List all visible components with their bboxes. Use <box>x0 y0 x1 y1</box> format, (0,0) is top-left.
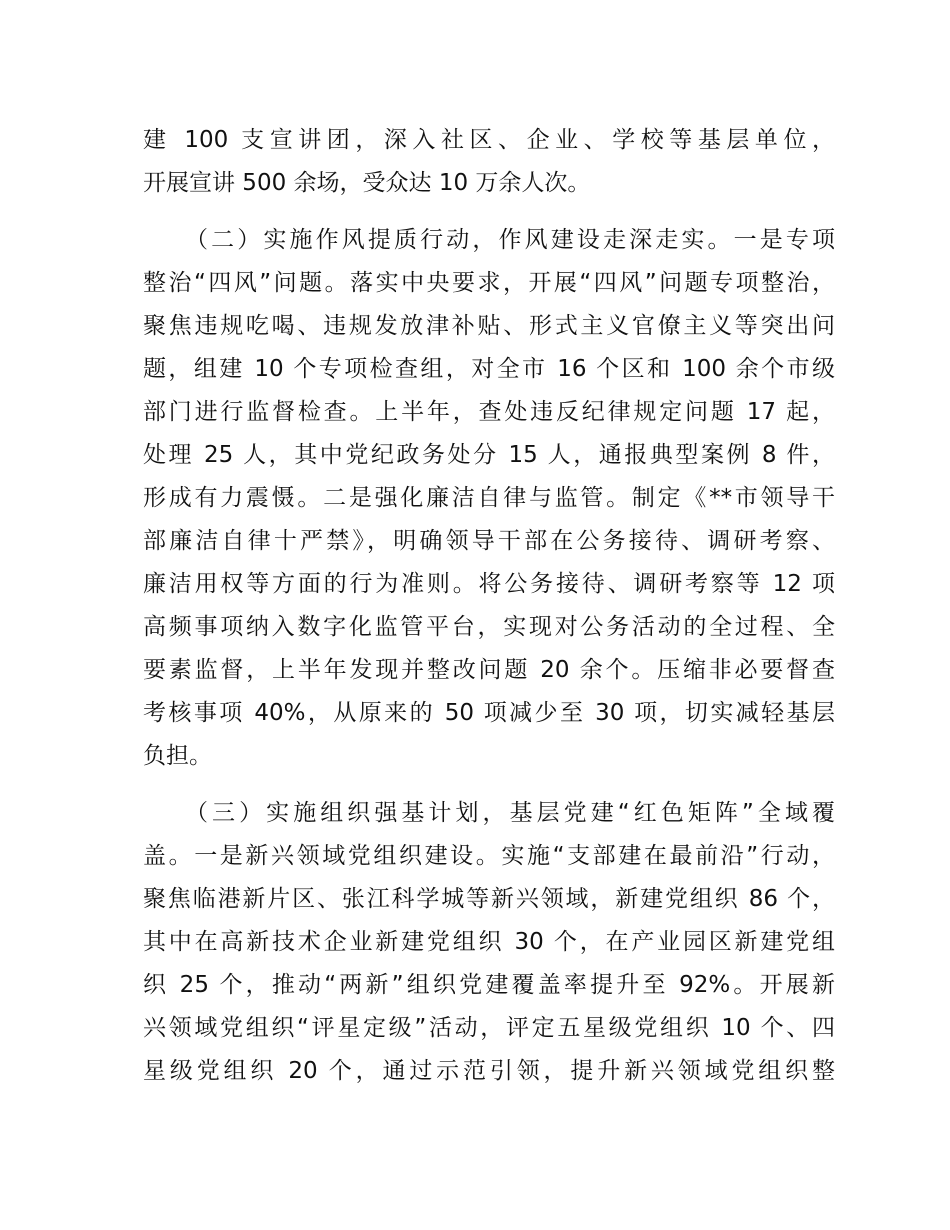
text-line: （二）实施作风提质行动，作风建设走深走实。一是专项 <box>185 227 835 253</box>
text-line: 要素监督，上半年发现并整改问题 20 余个。压缩非必要督查 <box>143 657 835 683</box>
text-line: 题，组建 10 个专项检查组，对全市 16 个区和 100 余个市级 <box>143 356 835 382</box>
text-line: 整治“四风”问题。落实中央要求，开展“四风”问题专项整治， <box>143 270 835 296</box>
text-line: 建 100 支宣讲团，深入社区、企业、学校等基层单位， <box>143 127 835 153</box>
paragraph-3 <box>143 792 835 1093</box>
text-line: 部廉洁自律十严禁》，明确领导干部在公务接待、调研考察、 <box>143 528 835 554</box>
text-line: 考核事项 40%，从原来的 50 项减少至 30 项，切实减轻基层 <box>143 700 835 726</box>
text-line: 聚焦违规吃喝、违规发放津补贴、形式主义官僚主义等突出问 <box>143 313 835 339</box>
text-line: 聚焦临港新片区、张江科学城等新兴领域，新建党组织 86 个， <box>143 886 835 912</box>
text-line: 其中在高新技术企业新建党组织 30 个，在产业园区新建党组 <box>143 929 835 955</box>
text-line: （三）实施组织强基计划，基层党建“红色矩阵”全域覆 <box>185 800 835 826</box>
text-line: 处理 25 人，其中党纪政务处分 15 人，通报典型案例 8 件， <box>143 442 835 468</box>
text-line: 部门进行监督检查。上半年，查处违反纪律规定问题 17 起， <box>143 399 835 425</box>
text-line: 盖。一是新兴领域党组织建设。实施“支部建在最前沿”行动， <box>143 843 835 869</box>
document-page <box>143 119 835 1107</box>
text-line: 开展宣讲 500 余场，受众达 10 万余人次。 <box>143 170 591 196</box>
text-line: 形成有力震慑。二是强化廉洁自律与监管。制定《**市领导干 <box>143 485 835 511</box>
text-line: 高频事项纳入数字化监管平台，实现对公务活动的全过程、全 <box>143 614 835 640</box>
text-line: 兴领域党组织“评星定级”活动，评定五星级党组织 10 个、四 <box>143 1015 835 1041</box>
text-line: 负担。 <box>143 743 212 769</box>
text-line: 织 25 个，推动“两新”组织党建覆盖率提升至 92%。开展新 <box>143 972 835 998</box>
text-line: 星级党组织 20 个，通过示范引领，提升新兴领域党组织整 <box>143 1058 835 1084</box>
paragraph-1 <box>143 119 835 205</box>
paragraph-2 <box>143 219 835 778</box>
text-line: 廉洁用权等方面的行为准则。将公务接待、调研考察等 12 项 <box>143 571 835 597</box>
